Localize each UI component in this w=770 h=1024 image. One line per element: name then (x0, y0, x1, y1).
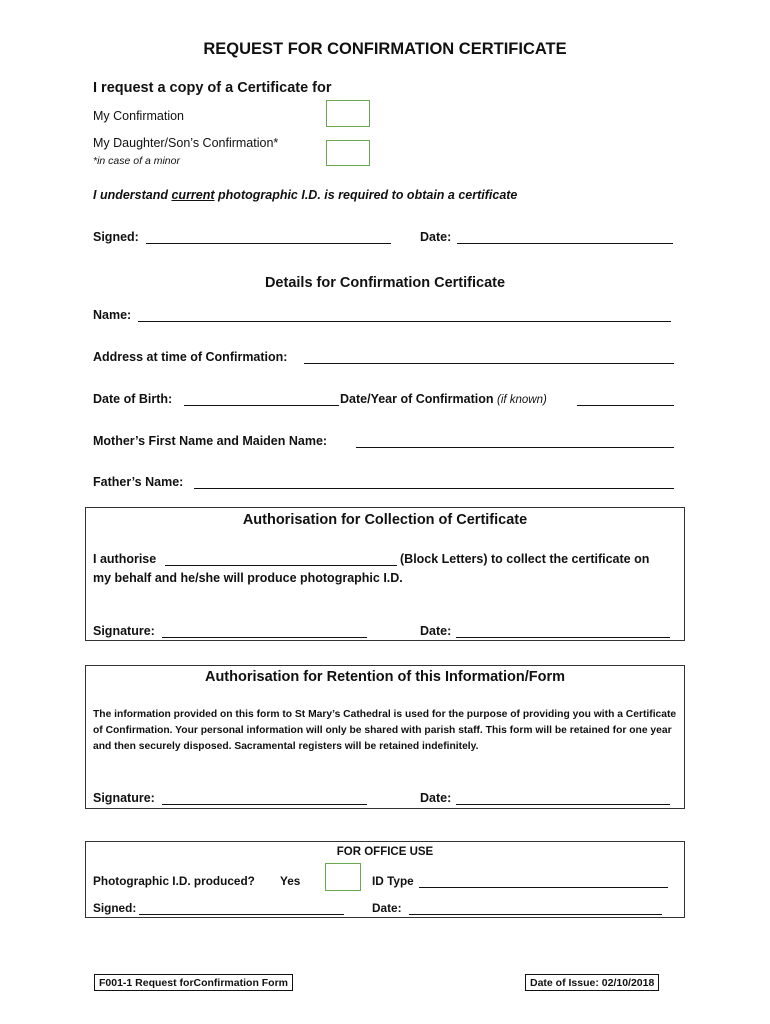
signed-line[interactable] (146, 231, 391, 244)
retention-heading: Authorisation for Retention of this Information/Form (204, 669, 566, 685)
yes-label: Yes (280, 874, 301, 888)
id-notice (93, 188, 517, 202)
collection-signature-label: Signature: (93, 624, 155, 638)
address-line[interactable] (304, 351, 674, 364)
dob-label: Date of Birth: (93, 392, 173, 406)
confirmation-year-hint: (if known) (496, 394, 547, 406)
id-notice-after: photographic I.D. is required to obtain a certificate (214, 188, 518, 202)
authorise-after: (Block Letters) to collect the certificate on (400, 552, 650, 566)
minor-note: *in case of a minor (93, 155, 180, 167)
collection-signature-line[interactable] (162, 625, 367, 638)
mother-line[interactable] (356, 435, 674, 448)
retention-signature-line[interactable] (162, 792, 367, 805)
father-label: Father’s Name: (93, 475, 184, 489)
confirmation-year-line[interactable] (577, 393, 674, 406)
confirmation-year-label (340, 392, 547, 406)
address-label: Address at time of Confirmation: (93, 350, 288, 364)
option-self-checkbox[interactable] (326, 100, 370, 127)
collection-date-line[interactable] (456, 625, 670, 638)
option-child-checkbox[interactable] (326, 140, 370, 166)
retention-signature-label: Signature: (93, 791, 155, 805)
page-title: REQUEST FOR CONFIRMATION CERTIFICATE (203, 40, 567, 58)
office-date-label: Date: (372, 901, 402, 915)
retention-date-line[interactable] (456, 792, 670, 805)
request-heading: I request a copy of a Certificate for (93, 80, 332, 96)
date-label: Date: (420, 230, 452, 244)
retention-text: The information provided on this form to St Mary’s Cathedral is used for the purpose of providing you with a Certificate of Confirmation. Your personal information will only be shared with parish staff. This form will be retained for one year and then securely disposed. Sacramental registers will be retained indefinitely. (93, 709, 677, 752)
id-type-label: ID Type (372, 874, 414, 888)
retention-date-label: Date: (420, 791, 452, 805)
id-type-line[interactable] (419, 875, 668, 888)
form-code: F001-1 Request forConfirmation Form (94, 974, 293, 991)
authorise-label: I authorise (93, 552, 157, 566)
issue-date: Date of Issue: 02/10/2018 (525, 974, 659, 991)
id-notice-before: I understand (93, 188, 172, 202)
date-line[interactable] (457, 231, 673, 244)
collection-heading: Authorisation for Collection of Certificate (242, 512, 528, 528)
confirmation-year-text: Date/Year of Confirmation (340, 392, 494, 406)
office-heading: FOR OFFICE USE (336, 846, 434, 858)
photo-id-yes-checkbox[interactable] (325, 863, 361, 891)
authorise-line2: my behalf and he/she will produce photographic I.D. (93, 571, 403, 585)
dob-line[interactable] (184, 393, 339, 406)
option-child-label: My Daughter/Son’s Confirmation* (93, 136, 279, 150)
details-heading: Details for Confirmation Certificate (264, 275, 506, 291)
id-notice-emphasis: current (171, 188, 215, 202)
name-line[interactable] (138, 309, 671, 322)
mother-label: Mother’s First Name and Maiden Name: (93, 434, 328, 448)
name-label: Name: (93, 308, 132, 322)
authorise-line[interactable] (165, 553, 397, 566)
collection-date-label: Date: (420, 624, 452, 638)
office-date-line[interactable] (409, 902, 662, 915)
father-line[interactable] (194, 476, 674, 489)
option-self-label: My Confirmation (93, 109, 184, 123)
office-signed-line[interactable] (139, 902, 344, 915)
signed-label: Signed: (93, 230, 139, 244)
photo-id-label: Photographic I.D. produced? (93, 874, 255, 888)
office-signed-label: Signed: (93, 901, 137, 915)
